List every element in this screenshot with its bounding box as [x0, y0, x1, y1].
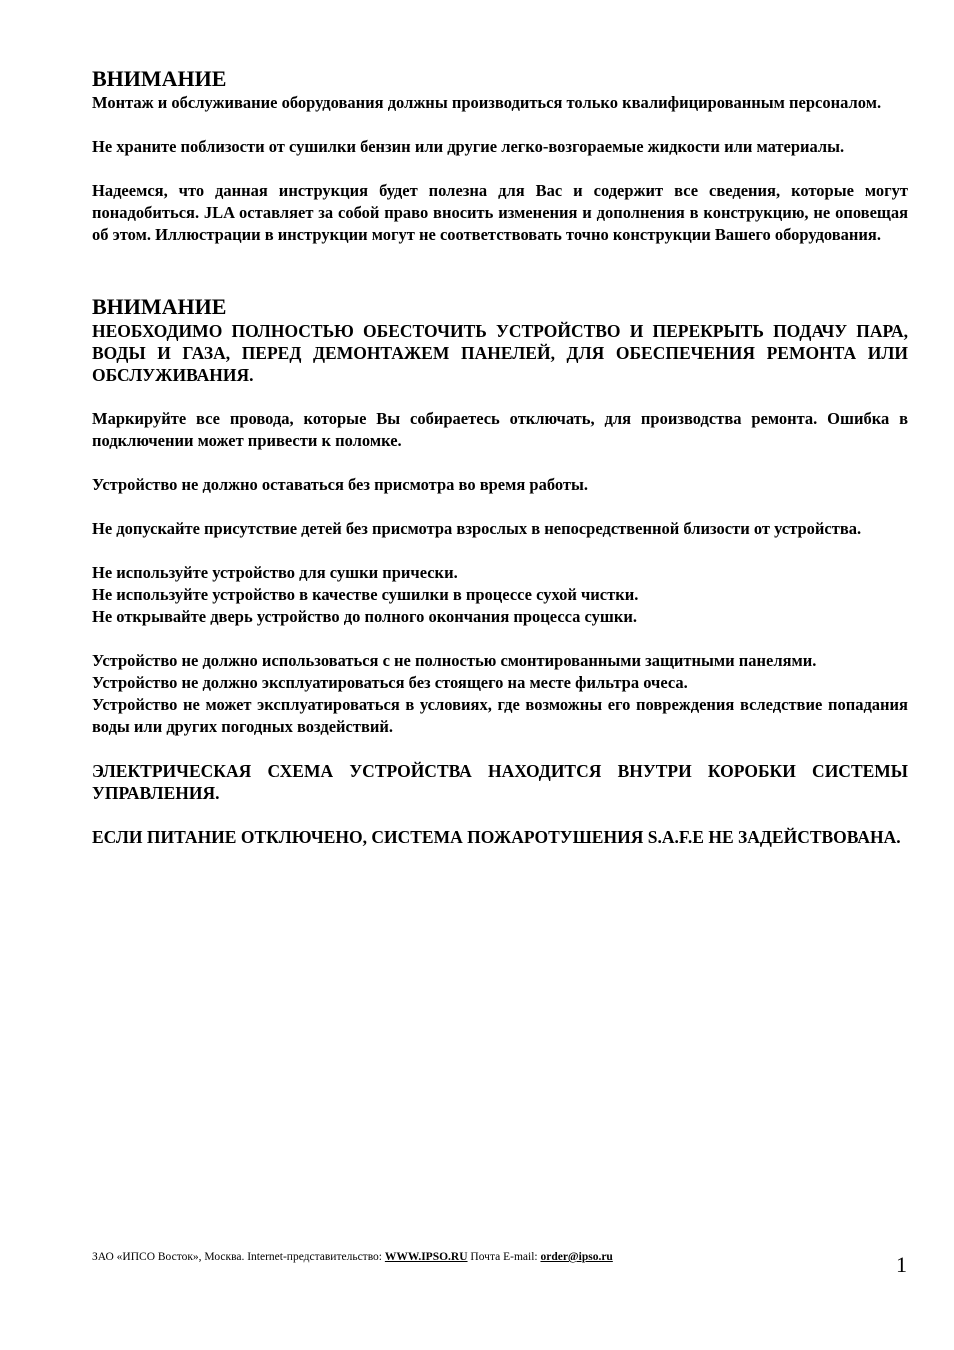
paragraph-unattended: Устройство не должно оставаться без присмотра во время работы. [92, 475, 589, 494]
paragraph-children: Не допускайте присутствие детей без присмотра взрослых в непосредственной близости от устройства. [92, 519, 862, 538]
paragraph-mark-wires: Маркируйте все провода, которые Вы собираетесь отключать, для производства ремонта. Ошибка в подключении может привести к поломке. [92, 409, 908, 450]
section-heading-attention: ВНИМАНИЕ [92, 66, 227, 91]
footer-email-link[interactable]: order@ipso.ru [540, 1251, 613, 1263]
page-content [92, 66, 908, 848]
paragraph-dryclean: Не используйте устройство в качестве сушилки в процессе сухой чистки. [92, 585, 639, 604]
paragraph-manual-note: Надеемся, что данная инструкция будет полезна для Вас и содержит все сведения, которые могут понадобиться. JLA оставляет за собой право вносить изменения и дополнения в конструкцию, не оповещая об этом. Иллюстрации в инструкции могут не соответствовать точно конструкции Вашего оборудования. [92, 181, 908, 244]
section-heading-attention-2: ВНИМАНИЕ [92, 294, 227, 319]
footer-company: ЗАО «ИПСО Восток», Москва. Internet-представительство: [92, 1251, 382, 1263]
footer-email-label: Почта E-mail: [470, 1251, 538, 1263]
paragraph-flammable: Не храните поблизости от сушилки бензин или другие легко-возгораемые жидкости или материалы. [92, 137, 845, 156]
paragraph-panels: Устройство не должно использоваться с не полностью смонтированными защитными панелями. [92, 651, 817, 670]
paragraph-safe-system: ЕСЛИ ПИТАНИЕ ОТКЛЮЧЕНО, СИСТЕМА ПОЖАРОТУШЕНИЯ S.A.F.E НЕ ЗАДЕЙСТВОВАНА. [92, 827, 901, 847]
page-number: 1 [896, 1252, 907, 1277]
paragraph-electric-scheme: ЭЛЕКТРИЧЕСКАЯ СХЕМА УСТРОЙСТВА НАХОДИТСЯ ВНУТРИ КОРОБКИ СИСТЕМЫ УПРАВЛЕНИЯ. [92, 761, 908, 803]
paragraph-power-off-warning: НЕОБХОДИМО ПОЛНОСТЬЮ ОБЕСТОЧИТЬ УСТРОЙСТВО И ПЕРЕКРЫТЬ ПОДАЧУ ПАРА, ВОДЫ И ГАЗА, ПЕРЕД ДЕМОНТАЖЕМ ПАНЕЛЕЙ, ДЛЯ ОБЕСПЕЧЕНИЯ РЕМОНТА ИЛИ ОБСЛУЖИВАНИЯ. [92, 321, 908, 385]
paragraph-filter: Устройство не должно эксплуатироваться без стоящего на месте фильтра очеса. [92, 673, 688, 692]
footer-website-link[interactable]: WWW.IPSO.RU [384, 1251, 468, 1263]
page-footer [92, 1251, 613, 1263]
paragraph-weather: Устройство не может эксплуатироваться в условиях, где возможны его повреждения вследствие попадания воды или других погодных воздействий. [92, 695, 908, 736]
paragraph-qualified-staff: Монтаж и обслуживание оборудования должны производиться только квалифицированным персоналом. [92, 93, 882, 112]
paragraph-door: Не открывайте дверь устройство до полного окончания процесса сушки. [92, 607, 637, 626]
paragraph-hair: Не используйте устройство для сушки прически. [92, 563, 458, 582]
